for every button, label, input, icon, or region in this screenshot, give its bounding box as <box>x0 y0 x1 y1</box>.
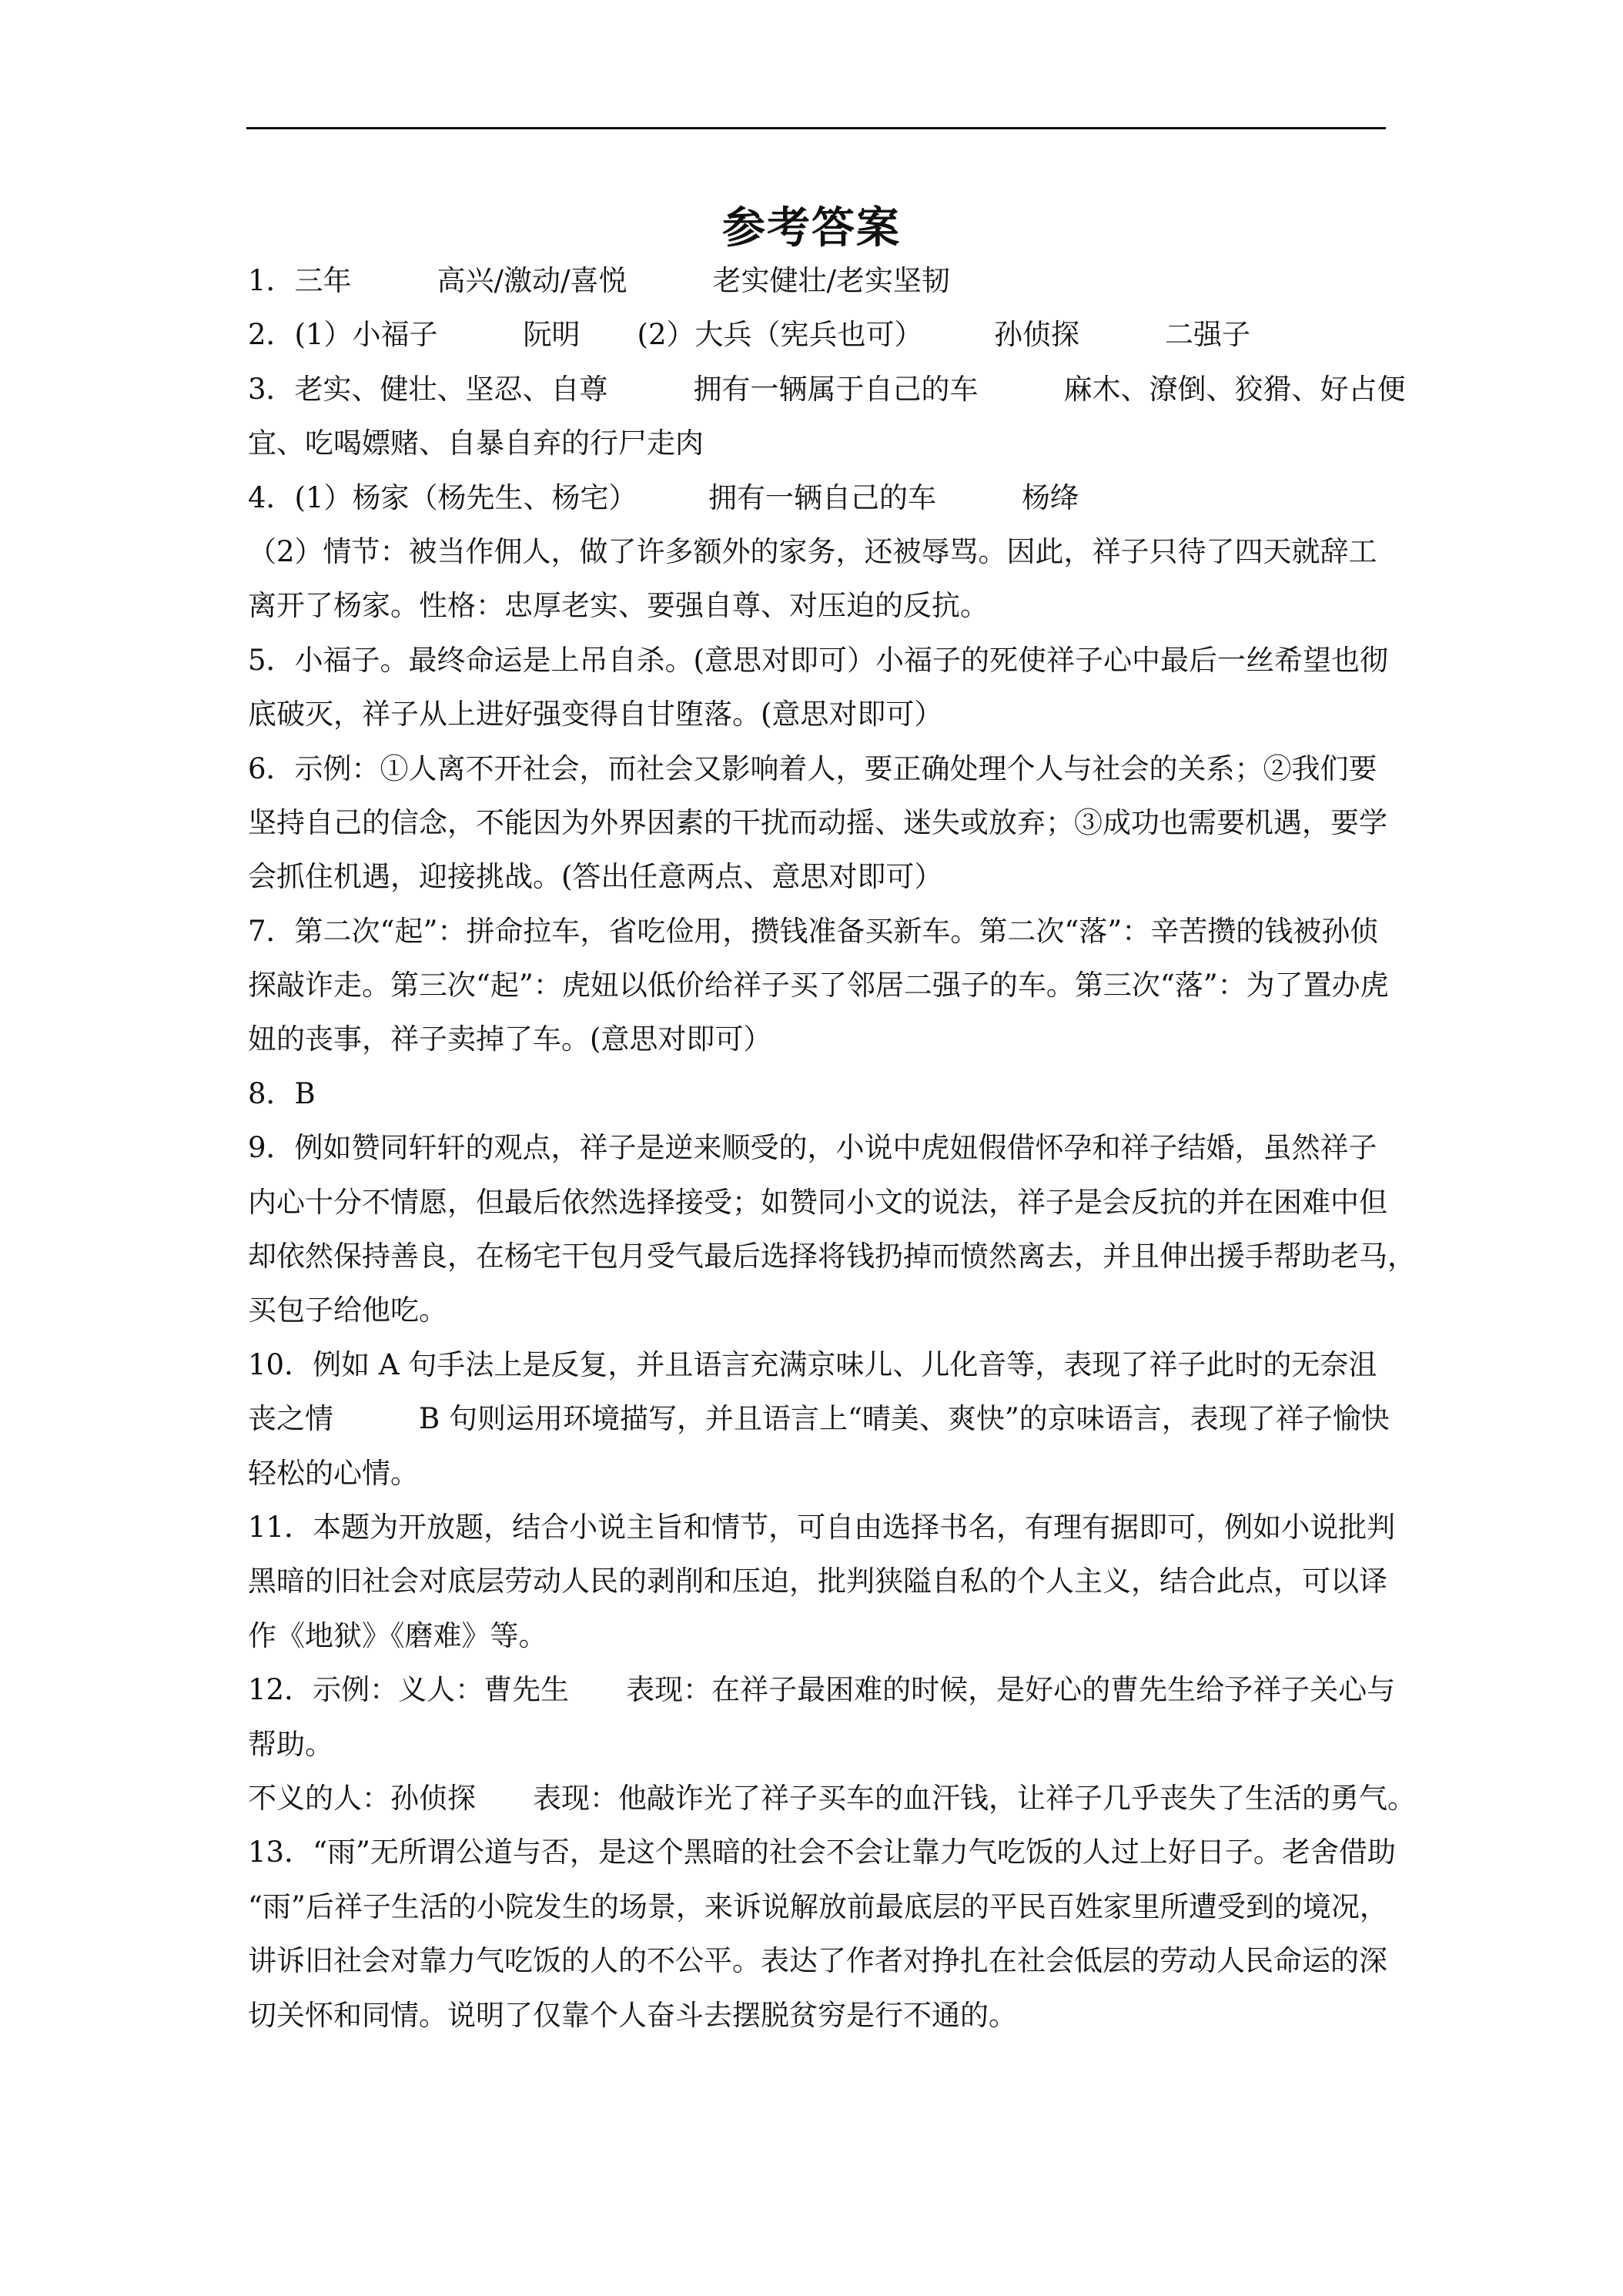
answer-line: 离开了杨家。性格：忠厚老实、要强自尊、对压迫的反抗。 <box>248 589 989 623</box>
answer-line: 坚持自己的信念，不能因为外界因素的干扰而动摇、迷失或放弃；③成功也需要机遇，要学 <box>248 805 1387 839</box>
answer-line: 2．(1）小福子 阮明 (2）大兵（宪兵也可） 孙侦探 二强子 <box>248 318 1250 352</box>
answer-line: 3．老实、健壮、坚忍、自尊 拥有一辆属于自己的车 麻木、潦倒、狡猾、好占便 <box>248 372 1406 406</box>
answer-line: 宜、吃喝嫖赌、自暴自弃的行尸走肉 <box>248 427 704 460</box>
answer-line: 12．示例：义人：曹先生 表现：在祥子最困难的时候，是好心的曹先生给予祥子关心与 <box>248 1673 1396 1707</box>
answer-line: 讲诉旧社会对靠力气吃饭的人的不公平。表达了作者对挣扎在社会低层的劳动人民命运的深 <box>248 1944 1387 1978</box>
answer-line: 7．第二次“起”：拼命拉车，省吃俭用，攒钱准备买新车。第二次“落”：辛苦攒的钱被孙侦 <box>248 914 1379 948</box>
answer-line: 4．(1）杨家（杨先生、杨宅） 拥有一辆自己的车 杨绛 <box>248 480 1079 514</box>
answer-line: 轻松的心情。 <box>248 1456 419 1490</box>
answer-line: 会抓住机遇，迎接挑战。(答出任意两点、意思对即可） <box>248 860 943 894</box>
answer-line: 9．例如赞同轩轩的观点，祥子是逆来顺受的，小说中虎妞假借怀孕和祥子结婚，虽然祥子 <box>248 1131 1377 1165</box>
answer-line: 不义的人：孙侦探 表现：他敲诈光了祥子买车的血汗钱，让祥子几乎丧失了生活的勇气。 <box>248 1781 1416 1815</box>
answer-line: 6．示例：①人离不开社会，而社会又影响着人，要正确处理个人与社会的关系；②我们要 <box>248 751 1377 785</box>
page-title: 参考答案 <box>722 202 901 253</box>
answer-line: “雨”后祥子生活的小院发生的场景，来诉说解放前最底层的平民百姓家里所遭受到的境况， <box>248 1889 1388 1923</box>
answer-line: 10．例如 A 句手法上是反复，并且语言充满京味儿、儿化音等，表现了祥子此时的无奈沮 <box>248 1347 1377 1381</box>
answer-line: 作《地狱》《磨难》等。 <box>248 1618 547 1652</box>
answer-line: 却依然保持善良，在杨宅干包月受气最后选择将钱扔掉而愤然离去，并且伸出援手帮助老马， <box>248 1240 1416 1274</box>
answer-line: 底破灭，祥子从上进好强变得自甘堕落。(意思对即可） <box>248 698 943 731</box>
answer-line: 切关怀和同情。说明了仅靠个人奋斗去摆脱贫穷是行不通的。 <box>248 1998 1017 2032</box>
answer-line: 1．三年 高兴/激动/喜悦 老实健壮/老实坚韧 <box>248 264 950 297</box>
answer-line: 帮助。 <box>248 1727 333 1761</box>
answer-line: 探敲诈走。第三次“起”：虎妞以低价给祥子买了邻居二强子的车。第三次“落”：为了置办虎 <box>248 969 1389 1002</box>
answer-line: 内心十分不情愿，但最后依然选择接受；如赞同小文的说法，祥子是会反抗的并在困难中但 <box>248 1185 1387 1219</box>
answer-list <box>248 254 1416 2043</box>
answer-line: 5．小福子。最终命运是上吊自杀。(意思对即可）小福子的死使祥子心中最后一丝希望也彻 <box>248 643 1388 677</box>
answer-line: （2）情节：被当作佣人，做了许多额外的家务，还被辱骂。因此，祥子只待了四天就辞工 <box>248 534 1377 568</box>
answer-line: 妞的丧事，祥子卖掉了车。(意思对即可） <box>248 1022 772 1056</box>
answer-line: 黑暗的旧社会对底层劳动人民的剥削和压迫，批判狭隘自私的个人主义，结合此点，可以译 <box>248 1565 1387 1598</box>
answer-line: 丧之情 B 句则运用环境描写，并且语言上“晴美、爽快”的京味语言，表现了祥子愉快 <box>248 1402 1390 1436</box>
answer-line: 8．B <box>248 1076 316 1110</box>
answer-line: 13．“雨”无所谓公道与否，是这个黑暗的社会不会让靠力气吃饭的人过上好日子。老舍借助 <box>248 1836 1396 1869</box>
header-rule <box>246 127 1386 129</box>
answer-line: 买包子给他吃。 <box>248 1294 447 1327</box>
answer-line: 11．本题为开放题，结合小说主旨和情节，可自由选择书名，有理有据即可，例如小说批判 <box>248 1510 1396 1544</box>
